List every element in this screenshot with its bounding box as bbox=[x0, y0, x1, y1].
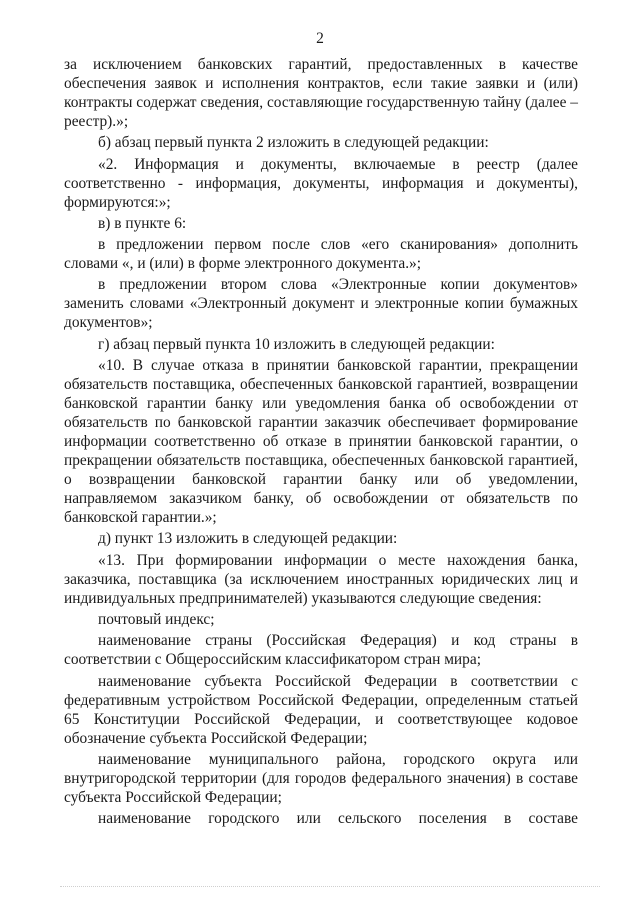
page-number: 2 bbox=[316, 30, 324, 47]
paragraph-item-g: г) абзац первый пункта 10 изложить в следующей редакции: bbox=[98, 335, 495, 353]
paragraph-sentence-one-amendment: в предложении первом после слов «его сканирования» дополнить словами «, и (или) в форме электронного документа.»; bbox=[64, 236, 578, 273]
paragraph-item-d: д) пункт 13 изложить в следующей редакции: bbox=[98, 530, 398, 548]
scan-artifact-line bbox=[60, 886, 600, 888]
paragraph-clause-10: «10. В случае отказа в принятии банковской гарантии, прекращении обязательств поставщика, обеспеченных банковской гарантией, возвращении банковской гарантии банку или уведомления банка об освобождении от обязательств по банковской гарантии заказчик обеспечивает формирование информации соответственно об отказе в принятии банковской гарантии, о прекращении обязательств поставщика, обеспеченных банковской гарантией, о возвращении банковской гарантии банку или об уведомлении, направляемом заказчиком банку, об освобождении от обязательств по банковской гарантии.»; bbox=[64, 357, 578, 527]
paragraph-settlement: наименование городского или сельского поселения в составе bbox=[98, 810, 578, 828]
paragraph-clause-13: «13. При формировании информации о месте нахождения банка, заказчика, поставщика (за исключением иностранных юридических лиц и индивидуальных предпринимателей) указываются следующие сведения: bbox=[64, 551, 578, 607]
paragraph-municipal-district: наименование муниципального района, городского округа или внутригородской территории (для городов федерального значения) в составе субъекта Российской Федерации; bbox=[64, 750, 578, 806]
paragraph-federal-subject: наименование субъекта Российской Федерации в соответствии с федеративным устройством Российской Федерации, определенным статьей 65 Конституции Российской Федерации, и соответствующее кодовое обозначение субъекта Российской Федерации; bbox=[64, 672, 578, 747]
paragraph-item-b: б) абзац первый пункта 2 изложить в следующей редакции: bbox=[98, 134, 489, 152]
paragraph-item-v: в) в пункте 6: bbox=[98, 214, 187, 232]
paragraph-sentence-two-amendment: в предложении втором слова «Электронные копии документов» заменить словами «Электронный документ и электронные копии бумажных документов»; bbox=[64, 276, 578, 332]
paragraph-postal-code: почтовый индекс; bbox=[98, 610, 215, 628]
document-body bbox=[64, 55, 578, 830]
paragraph-registry-continuation: за исключением банковских гарантий, предоставленных в качестве обеспечения заявок и исполнения контрактов, если такие заявки и (или) контракты содержат сведения, составляющие государственную тайну (далее – реестр).»; bbox=[64, 56, 578, 130]
paragraph-country-name: наименование страны (Российская Федерация) и код страны в соответствии с Общероссийским классификатором стран мира; bbox=[64, 632, 578, 669]
paragraph-clause-2: «2. Информация и документы, включаемые в реестр (далее соответственно - информация, документы, информация и документы), формируются:»; bbox=[64, 155, 578, 211]
